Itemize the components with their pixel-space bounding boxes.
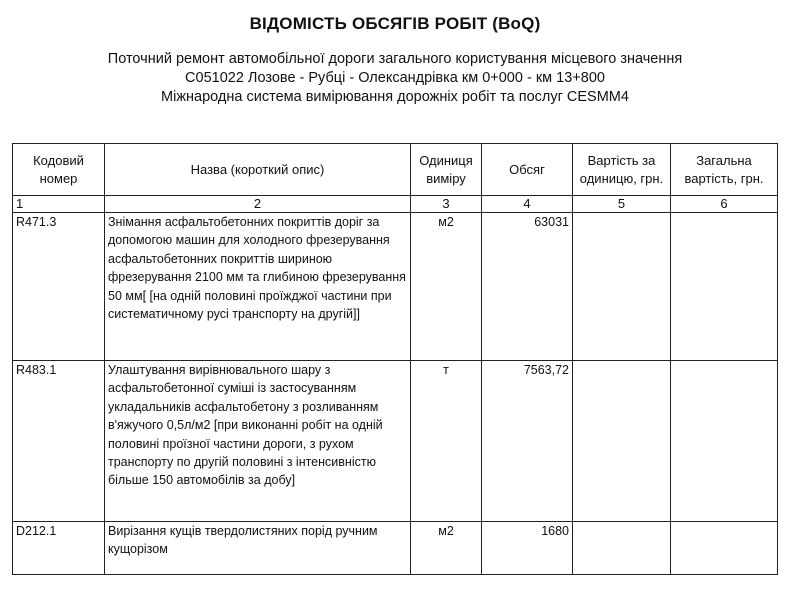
document-title: ВІДОМІСТЬ ОБСЯГІВ РОБІТ (BoQ)	[249, 14, 541, 33]
column-number: 5	[573, 196, 671, 213]
item-total[interactable]	[671, 522, 778, 575]
subtitle-line-standard: Міжнародна система вимірювання дорожніх робіт та послуг CESMM4	[161, 89, 629, 105]
item-description: Вирізання кущів твердолистяних порід ручним кущорізом	[105, 522, 411, 575]
item-quantity: 1680	[482, 522, 573, 575]
document-subtitle	[0, 50, 790, 107]
header-code: Кодовий номер	[13, 144, 105, 196]
item-unit: м2	[411, 213, 482, 361]
item-code: R471.3	[13, 213, 105, 361]
item-code: D212.1	[13, 522, 105, 575]
column-number-row	[13, 196, 778, 213]
item-quantity: 63031	[482, 213, 573, 361]
item-description: Улаштування вирівнювального шару з асфальтобетонної суміші із застосуванням укладальників асфальтобетону з розливанням в'яжучого 0,5л/м2 [при виконанні робіт на одній половині проїзної частини дороги, з рухом транспорту по другій половині з інтенсивністю більше 150 автомобілів за добу]	[105, 361, 411, 522]
header-unit-price: Вартість за одиницю, грн.	[573, 144, 671, 196]
column-number: 4	[482, 196, 573, 213]
subtitle-line-project: Поточний ремонт автомобільної дороги загального користування місцевого значення	[107, 51, 683, 67]
header-total: Загальна вартість, грн.	[671, 144, 778, 196]
item-total[interactable]	[671, 361, 778, 522]
table-row	[13, 522, 778, 575]
item-unit-price[interactable]	[573, 522, 671, 575]
column-number: 2	[105, 196, 411, 213]
item-quantity: 7563,72	[482, 361, 573, 522]
header-name: Назва (короткий опис)	[105, 144, 411, 196]
table-row	[13, 213, 778, 361]
table-row	[13, 361, 778, 522]
column-number: 1	[13, 196, 105, 213]
table-header-row	[13, 144, 778, 196]
item-unit: т	[411, 361, 482, 522]
boq-table	[12, 143, 778, 575]
subtitle-line-road: С051022 Лозове - Рубці - Олександрівка км 0+000 - км 13+800	[185, 70, 605, 86]
column-number: 3	[411, 196, 482, 213]
header-qty: Обсяг	[482, 144, 573, 196]
item-unit-price[interactable]	[573, 361, 671, 522]
item-description: Знімання асфальтобетонних покриттів доріг за допомогою машин для холодного фрезерування асфальтобетонних покриттів шириною фрезерування 2100 мм та глибиною фрезерування 50 мм[ [на одній половині проїжджої частини при систематичному русі транспорту на другій]]	[105, 213, 411, 361]
header-unit: Одиниця виміру	[411, 144, 482, 196]
item-unit: м2	[411, 522, 482, 575]
item-unit-price[interactable]	[573, 213, 671, 361]
item-code: R483.1	[13, 361, 105, 522]
item-total[interactable]	[671, 213, 778, 361]
column-number: 6	[671, 196, 778, 213]
